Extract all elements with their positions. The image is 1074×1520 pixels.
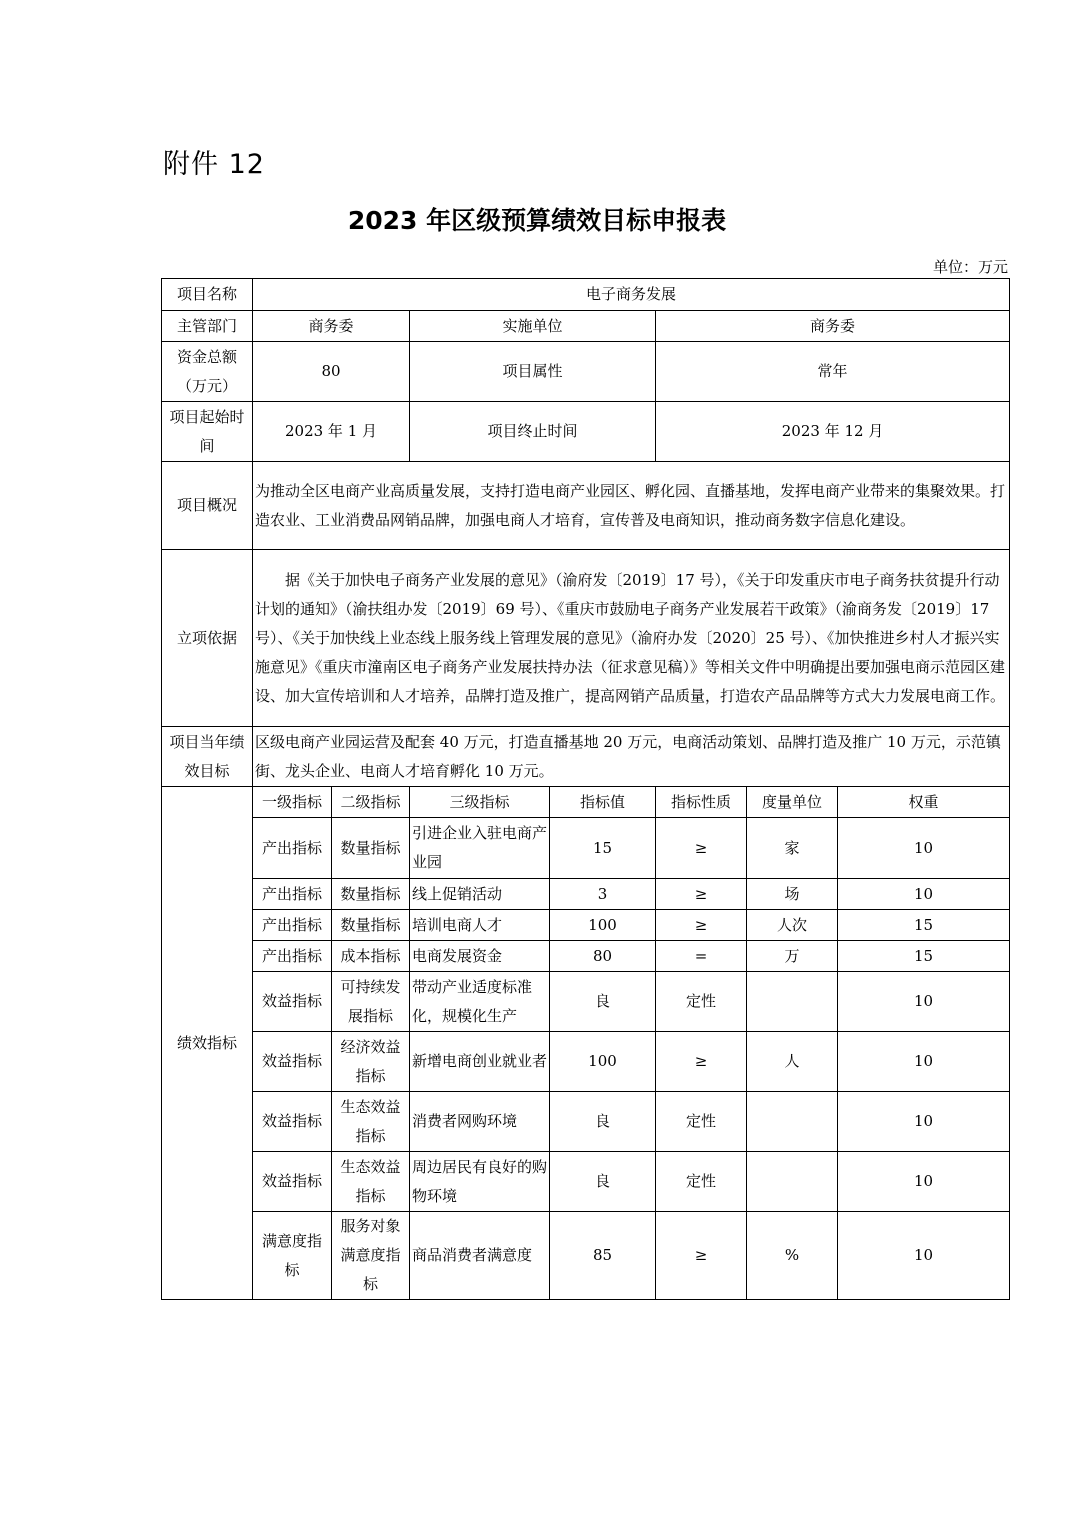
l1-cell: 效益指标 <box>253 972 332 1032</box>
l1-cell: 产出指标 <box>253 879 332 910</box>
value-cell: 100 <box>550 910 656 941</box>
unit-cell: 家 <box>747 818 838 879</box>
value-cell: 良 <box>550 1152 656 1212</box>
l3-cell: 周边居民有良好的购物环境 <box>410 1152 550 1212</box>
l2-cell: 数量指标 <box>332 879 410 910</box>
unit-cell: % <box>747 1212 838 1300</box>
l1-cell: 效益指标 <box>253 1092 332 1152</box>
weight-cell: 15 <box>838 910 1010 941</box>
table-row <box>162 1092 1010 1152</box>
nature-cell: ≥ <box>656 818 747 879</box>
goal-label: 项目当年绩效目标 <box>162 727 253 787</box>
l3-cell: 线上促销活动 <box>410 879 550 910</box>
impl-value: 商务委 <box>656 311 1010 342</box>
table-row <box>162 910 1010 941</box>
header-cell: 权重 <box>838 787 1010 818</box>
l1-cell: 产出指标 <box>253 941 332 972</box>
unit-cell <box>747 1152 838 1212</box>
header-cell: 指标性质 <box>656 787 747 818</box>
l2-cell: 生态效益指标 <box>332 1092 410 1152</box>
nature-cell: 定性 <box>656 972 747 1032</box>
goal-text: 区级电商产业园运营及配套 40 万元，打造直播基地 20 万元，电商活动策划、品牌打造及推广 10 万元，示范镇街、龙头企业、电商人才培育孵化 10 万元。 <box>253 727 1010 787</box>
header-cell: 度量单位 <box>747 787 838 818</box>
table-row <box>162 941 1010 972</box>
fund-label: 资金总额（万元） <box>162 342 253 402</box>
l3-cell: 带动产业适度标准化，规模化生产 <box>410 972 550 1032</box>
l1-cell: 产出指标 <box>253 910 332 941</box>
attr-label: 项目属性 <box>410 342 656 402</box>
weight-cell: 10 <box>838 972 1010 1032</box>
start-label: 项目起始时间 <box>162 402 253 462</box>
nature-cell: ≥ <box>656 1212 747 1300</box>
weight-cell: 10 <box>838 1152 1010 1212</box>
basis-label: 立项依据 <box>162 550 253 727</box>
nature-cell: ≥ <box>656 1032 747 1092</box>
nature-cell: ≥ <box>656 910 747 941</box>
unit-cell: 人次 <box>747 910 838 941</box>
unit-label: 单位：万元 <box>932 258 1008 276</box>
l3-cell: 培训电商人才 <box>410 910 550 941</box>
header-cell: 一级指标 <box>253 787 332 818</box>
unit-cell: 万 <box>747 941 838 972</box>
budget-table <box>161 278 1010 1300</box>
weight-cell: 10 <box>838 1032 1010 1092</box>
nature-cell: ≥ <box>656 879 747 910</box>
weight-cell: 10 <box>838 879 1010 910</box>
table-row <box>162 1212 1010 1300</box>
l1-cell: 效益指标 <box>253 1152 332 1212</box>
end-label: 项目终止时间 <box>410 402 656 462</box>
l2-cell: 数量指标 <box>332 818 410 879</box>
table-row <box>162 818 1010 879</box>
attr-value: 常年 <box>656 342 1010 402</box>
value-cell: 15 <box>550 818 656 879</box>
weight-cell: 10 <box>838 1212 1010 1300</box>
impl-label: 实施单位 <box>410 311 656 342</box>
header-cell: 指标值 <box>550 787 656 818</box>
overview-text: 为推动全区电商产业高质量发展，支持打造电商产业园区、孵化园、直播基地，发挥电商产业带来的集聚效果。打造农业、工业消费品网销品牌，加强电商人才培育，宣传普及电商知识，推动商务数字信息化建设。 <box>253 462 1010 550</box>
unit-cell: 人 <box>747 1032 838 1092</box>
table-row <box>162 879 1010 910</box>
fund-value: 80 <box>253 342 410 402</box>
table-row <box>162 1032 1010 1092</box>
value-cell: 良 <box>550 1092 656 1152</box>
l3-cell: 引进企业入驻电商产业园 <box>410 818 550 879</box>
dept-value: 商务委 <box>253 311 410 342</box>
l2-cell: 可持续发展指标 <box>332 972 410 1032</box>
table-row <box>162 1152 1010 1212</box>
dept-label: 主管部门 <box>162 311 253 342</box>
table-row <box>162 972 1010 1032</box>
header-cell: 三级指标 <box>410 787 550 818</box>
l2-cell: 数量指标 <box>332 910 410 941</box>
unit-cell: 场 <box>747 879 838 910</box>
nature-cell: 定性 <box>656 1152 747 1212</box>
overview-label: 项目概况 <box>162 462 253 550</box>
l1-cell: 满意度指标 <box>253 1212 332 1300</box>
end-value: 2023 年 12 月 <box>656 402 1010 462</box>
value-cell: 良 <box>550 972 656 1032</box>
l2-cell: 生态效益指标 <box>332 1152 410 1212</box>
value-cell: 85 <box>550 1212 656 1300</box>
l3-cell: 商品消费者满意度 <box>410 1212 550 1300</box>
unit-cell <box>747 1092 838 1152</box>
basis-text: 据《关于加快电子商务产业发展的意见》（渝府发〔2019〕17 号），《关于印发重庆市电子商务扶贫提升行动计划的通知》（渝扶组办发〔2019〕69 号）、《重庆市鼓励电子商务产业发展若干政策》（渝商务发〔2019〕17 号）、《关于加快线上业态线上服务线上管理发展的意见》（渝府办发〔2020〕25 号）、《加快推进乡村人才振兴实施意见》《重庆市潼南区电子商务产业发展扶持办法（征求意见稿）》等相关文件中明确提出要加强电商示范园区建设、加大宣传培训和人才培养，品牌打造及推广，提高网销产品质量，打造农产品品牌等方式大力发展电商工作。 <box>253 550 1010 727</box>
nature-cell: = <box>656 941 747 972</box>
value-cell: 80 <box>550 941 656 972</box>
start-value: 2023 年 1 月 <box>253 402 410 462</box>
l3-cell: 新增电商创业就业者 <box>410 1032 550 1092</box>
l3-cell: 消费者网购环境 <box>410 1092 550 1152</box>
l3-cell: 电商发展资金 <box>410 941 550 972</box>
project-name-label: 项目名称 <box>162 279 253 311</box>
nature-cell: 定性 <box>656 1092 747 1152</box>
l2-cell: 经济效益指标 <box>332 1032 410 1092</box>
weight-cell: 10 <box>838 818 1010 879</box>
value-cell: 3 <box>550 879 656 910</box>
l2-cell: 服务对象满意度指标 <box>332 1212 410 1300</box>
weight-cell: 10 <box>838 1092 1010 1152</box>
l1-cell: 产出指标 <box>253 818 332 879</box>
attachment-label: 附件 12 <box>163 149 265 180</box>
header-cell: 二级指标 <box>332 787 410 818</box>
project-name-value: 电子商务发展 <box>253 279 1010 311</box>
page-title: 2023 年区级预算绩效目标申报表 <box>347 206 727 235</box>
l1-cell: 效益指标 <box>253 1032 332 1092</box>
weight-cell: 15 <box>838 941 1010 972</box>
unit-cell <box>747 972 838 1032</box>
l2-cell: 成本指标 <box>332 941 410 972</box>
value-cell: 100 <box>550 1032 656 1092</box>
indicators-section-label: 绩效指标 <box>162 787 253 1300</box>
